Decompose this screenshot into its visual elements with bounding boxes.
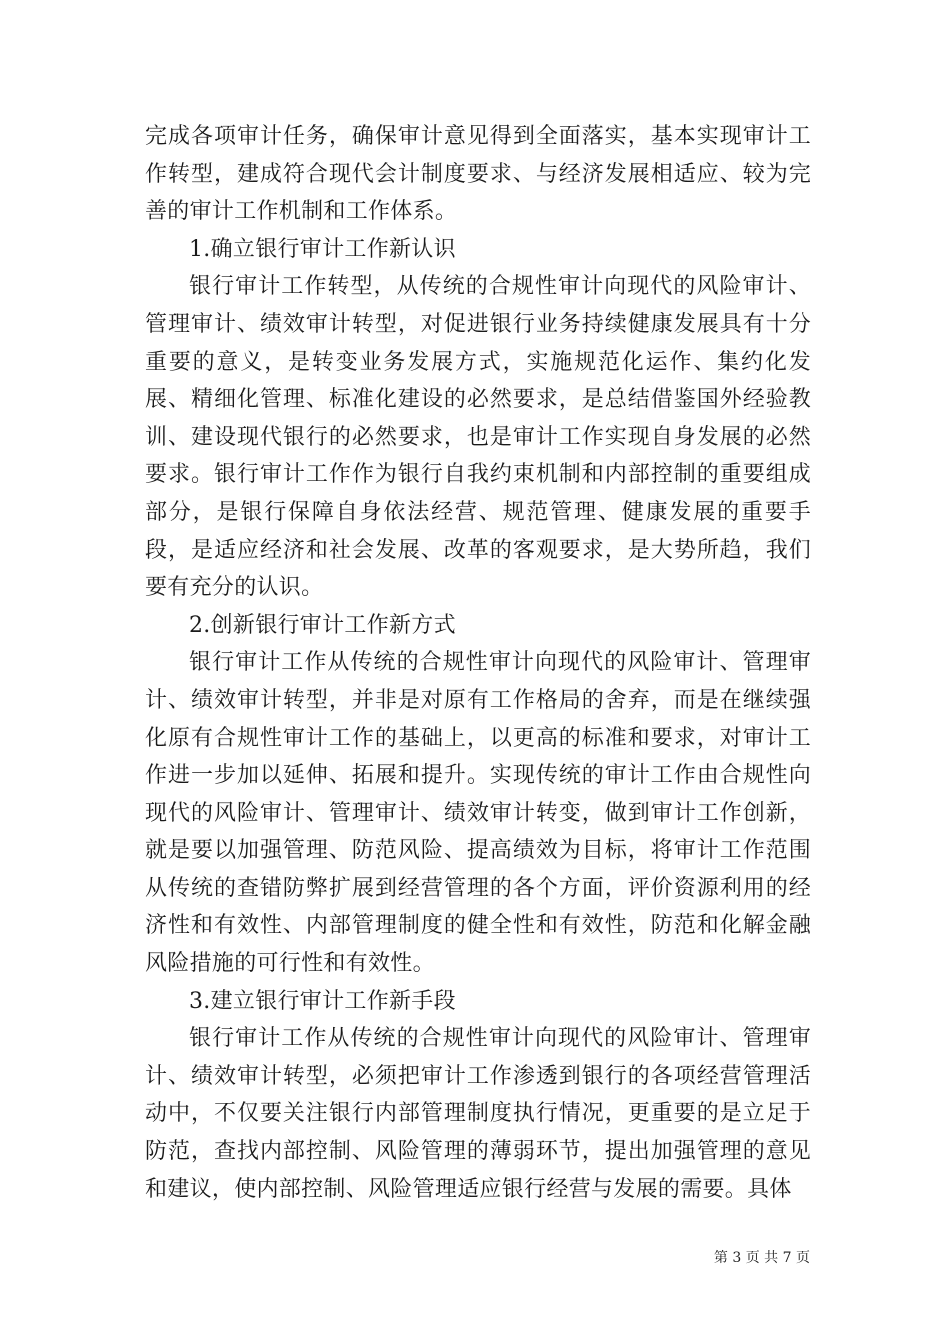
section-heading-1: 1.确立银行审计工作新认识: [189, 236, 456, 262]
paragraph-continuation: 完成各项审计任务，确保审计意见得到全面落实，基本实现审计工作转型，建成符合现代会计制度要求、与经济发展相适应、较为完善的审计工作机制和工作体系。: [145, 124, 811, 225]
section-heading-2: 2.创新银行审计工作新方式: [189, 612, 456, 638]
paragraph-section-2: 银行审计工作从传统的合规性审计向现代的风险审计、管理审计、绩效审计转型，并非是对原有工作格局的舍弃，而是在继续强化原有合规性审计工作的基础上，以更高的标准和要求，对审计工作进一步加以延伸、拓展和提升。实现传统的审计工作由合规性向现代的风险审计、管理审计、绩效审计转变，做到审计工作创新，就是要以加强管理、防范风险、提高绩效为目标，将审计工作范围从传统的查错防弊扩展到经营管理的各个方面，评价资源利用的经济性和有效性、内部管理制度的健全性和有效性，防范和化解金融风险措施的可行性和有效性。: [145, 650, 811, 977]
section-heading-3: 3.建立银行审计工作新手段: [189, 988, 456, 1014]
paragraph-section-1: 银行审计工作转型，从传统的合规性审计向现代的风险审计、管理审计、绩效审计转型，对促进银行业务持续健康发展具有十分重要的意义，是转变业务发展方式，实施规范化运作、集约化发展、精细化管理、标准化建设的必然要求，是总结借鉴国外经验教训、建设现代银行的必然要求，也是审计工作实现自身发展的必然要求。银行审计工作作为银行自我约束机制和内部控制的重要组成部分，是银行保障自身依法经营、规范管理、健康发展的重要手段，是适应经济和社会发展、改革的客观要求，是大势所趋，我们要有充分的认识。: [145, 274, 811, 601]
paragraph-section-3: 银行审计工作从传统的合规性审计向现代的风险审计、管理审计、绩效审计转型，必须把审计工作渗透到银行的各项经营管理活动中，不仅要关注银行内部管理制度执行情况，更重要的是立足于防范，查找内部控制、风险管理的薄弱环节，提出加强管理的意见和建议，使内部控制、风险管理适应银行经营与发展的需要。具体: [145, 1026, 811, 1202]
page-number-footer: 第 3 页 共 7 页: [713, 1250, 810, 1266]
document-body: [145, 118, 811, 1208]
